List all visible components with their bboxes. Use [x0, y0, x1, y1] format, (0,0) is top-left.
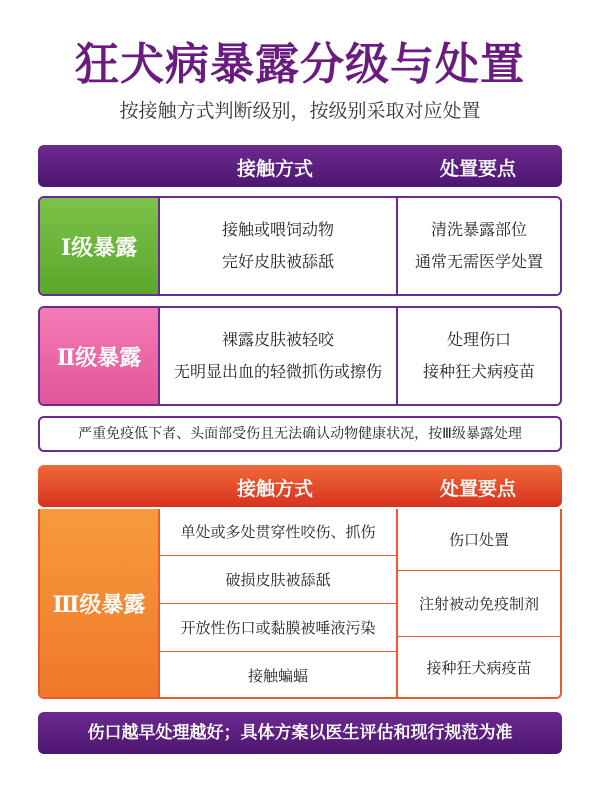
table-header-top [38, 145, 562, 187]
level-2-row [38, 306, 562, 406]
level-3-label: Ⅲ级暴露 [40, 509, 158, 697]
contact-item: 裸露皮肤被轻咬 [221, 330, 334, 349]
page-title: 狂犬病暴露分级与处置 [75, 39, 525, 90]
level-3-action-item: 伤口处置 [396, 509, 560, 571]
contact-item: 无明显出血的轻微抓伤或擦伤 [173, 362, 382, 381]
level-2-label: Ⅱ级暴露 [40, 308, 158, 404]
level-3-contact-item: 接触蝙蝠 [158, 652, 396, 699]
header-action-label: 处置要点 [439, 478, 516, 500]
level-3-contact-item: 破损皮肤被舔舐 [158, 556, 396, 604]
contact-item: 完好皮肤被舔舐 [221, 252, 334, 271]
page-subtitle: 按接触方式判断级别，按级别采取对应处置 [119, 100, 481, 122]
level-1-contact [158, 198, 396, 294]
level-1-row [38, 196, 562, 296]
header-contact-label: 接触方式 [236, 478, 313, 500]
header-action-label: 处置要点 [439, 158, 516, 180]
special-note: 严重免疫低下者、头面部受伤且无法确认动物健康状况，按Ⅲ级暴露处理 [38, 416, 562, 452]
action-item: 接种狂犬病疫苗 [422, 362, 535, 381]
action-item: 通常无需医学处置 [414, 252, 543, 271]
level-3-contact-item: 单处或多处贯穿性咬伤、抓伤 [158, 509, 396, 556]
level-1-label: Ⅰ级暴露 [40, 198, 158, 294]
level-3-row [38, 509, 562, 699]
level-2-contact [158, 308, 396, 404]
level-3-contact-item: 开放性伤口或黏膜被唾液污染 [158, 604, 396, 652]
header-contact-label: 接触方式 [236, 158, 313, 180]
level-2-action [396, 308, 560, 404]
level-3-action-item: 注射被动免疫制剂 [396, 571, 560, 637]
action-item: 清洗暴露部位 [430, 220, 527, 239]
footer-banner: 伤口越早处理越好；具体方案以医生评估和现行规范为准 [38, 712, 562, 754]
action-item: 处理伤口 [446, 330, 511, 349]
level-1-action [396, 198, 560, 294]
table-header-level-3 [38, 465, 562, 507]
level-3-action-item: 接种狂犬病疫苗 [396, 637, 560, 699]
contact-item: 接触或喂饲动物 [221, 220, 334, 239]
